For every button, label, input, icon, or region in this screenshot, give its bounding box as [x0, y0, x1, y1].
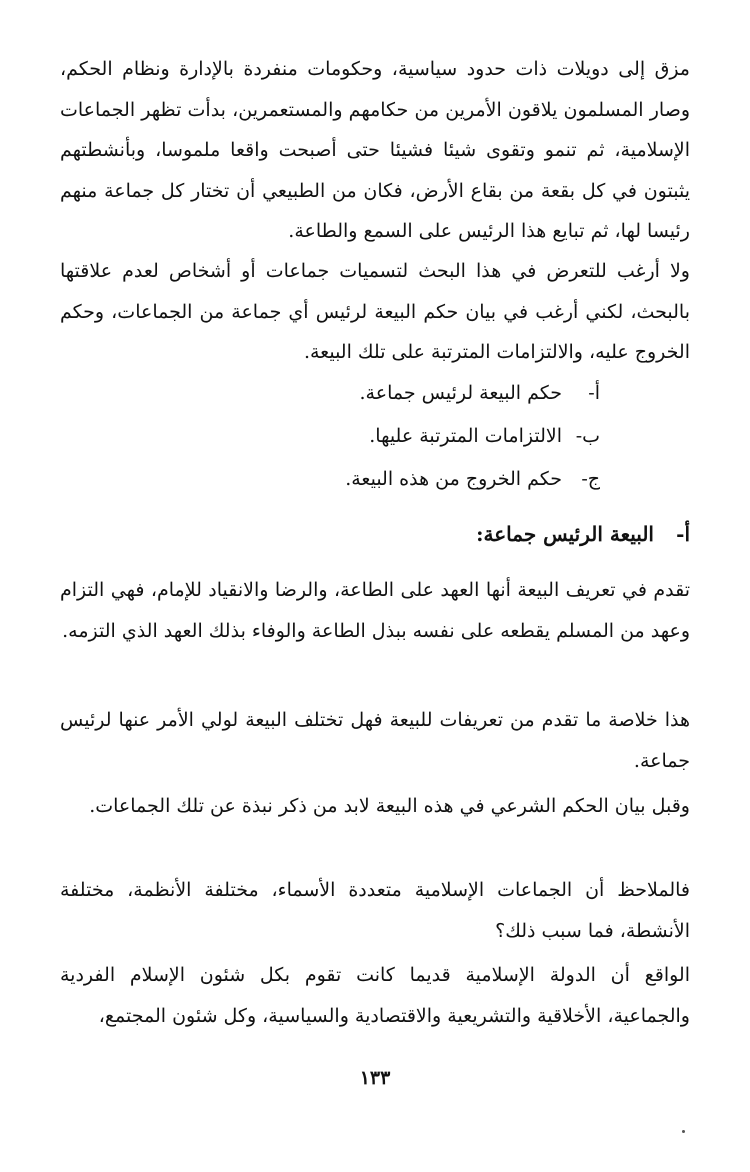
- paragraph-intro: مزق إلى دويلات ذات حدود سياسية، وحكومات منفردة بالإدارة ونظام الحكم، وصار المسلمون يلاقون الأمرين من حكامهم والمستعمرين، بدأت تظهر الجماعات الإسلامية، ثم تنمو وتقوى شيئا فشيئا حتى أصبحت واقعا ملموسا، وبأنشطتهم يثبتون في كل بقعة من بقاع الأرض، فكان من الطبيعي أن تختار كل جماعة منهم رئيسا لها، ثم تبايع هذا الرئيس على السمع والطاعة.: [60, 58, 690, 242]
- list-item-text: الالتزامات المترتبة عليها.: [369, 425, 562, 447]
- paragraph-preface: وقبل بيان الحكم الشرعي في هذه البيعة لابد من ذكر نبذة عن تلك الجماعات.: [89, 795, 690, 817]
- list-item-text: حكم الخروج من هذه البيعة.: [345, 468, 562, 490]
- scan-mark: [682, 1130, 685, 1133]
- list-marker: ج-: [581, 468, 600, 490]
- paragraph-scope: ولا أرغب للتعرض في هذا البحث لتسميات جماعات أو أشخاص لعدم علاقتها بالبحث، لكني أرغب في بيان حكم البيعة لرئيس أي جماعة من الجماعات، وحكم الخروج عليه، والالتزامات المترتبة على تلك البيعة.: [60, 260, 690, 363]
- paragraph-observation: فالملاحظ أن الجماعات الإسلامية متعددة الأسماء، مختلفة الأنظمة، مختلفة الأنشطة، فما سبب ذلك؟: [60, 879, 690, 942]
- heading-text: البيعة الرئيس جماعة:: [476, 522, 654, 546]
- heading-marker: أ-: [676, 522, 690, 546]
- list-item: [180, 415, 600, 458]
- topics-list: [180, 372, 600, 501]
- section-heading: [476, 522, 690, 546]
- paragraph-definition: تقدم في تعريف البيعة أنها العهد على الطاعة، والرضا والانقياد للإمام، فهي التزام وعهد من المسلم يقطعه على نفسه ببذل الطاعة والوفاء بذلك العهد الذي التزمه.: [60, 579, 690, 642]
- page-number: ١٣٣: [359, 1067, 391, 1089]
- paragraph-reality: الواقع أن الدولة الإسلامية قديما كانت تقوم بكل شئون الإسلام الفردية والجماعية، الأخلاقية والتشريعية والاقتصادية والسياسية، وكل شئون المجتمع،: [60, 964, 690, 1027]
- list-item: [180, 458, 600, 501]
- list-item-text: حكم البيعة لرئيس جماعة.: [359, 382, 562, 404]
- list-marker: ب-: [575, 425, 600, 447]
- paragraph-summary: هذا خلاصة ما تقدم من تعريفات للبيعة فهل تختلف البيعة لولي الأمر عنها لرئيس جماعة.: [60, 709, 690, 772]
- list-item: [180, 372, 600, 415]
- list-marker: أ-: [588, 382, 600, 404]
